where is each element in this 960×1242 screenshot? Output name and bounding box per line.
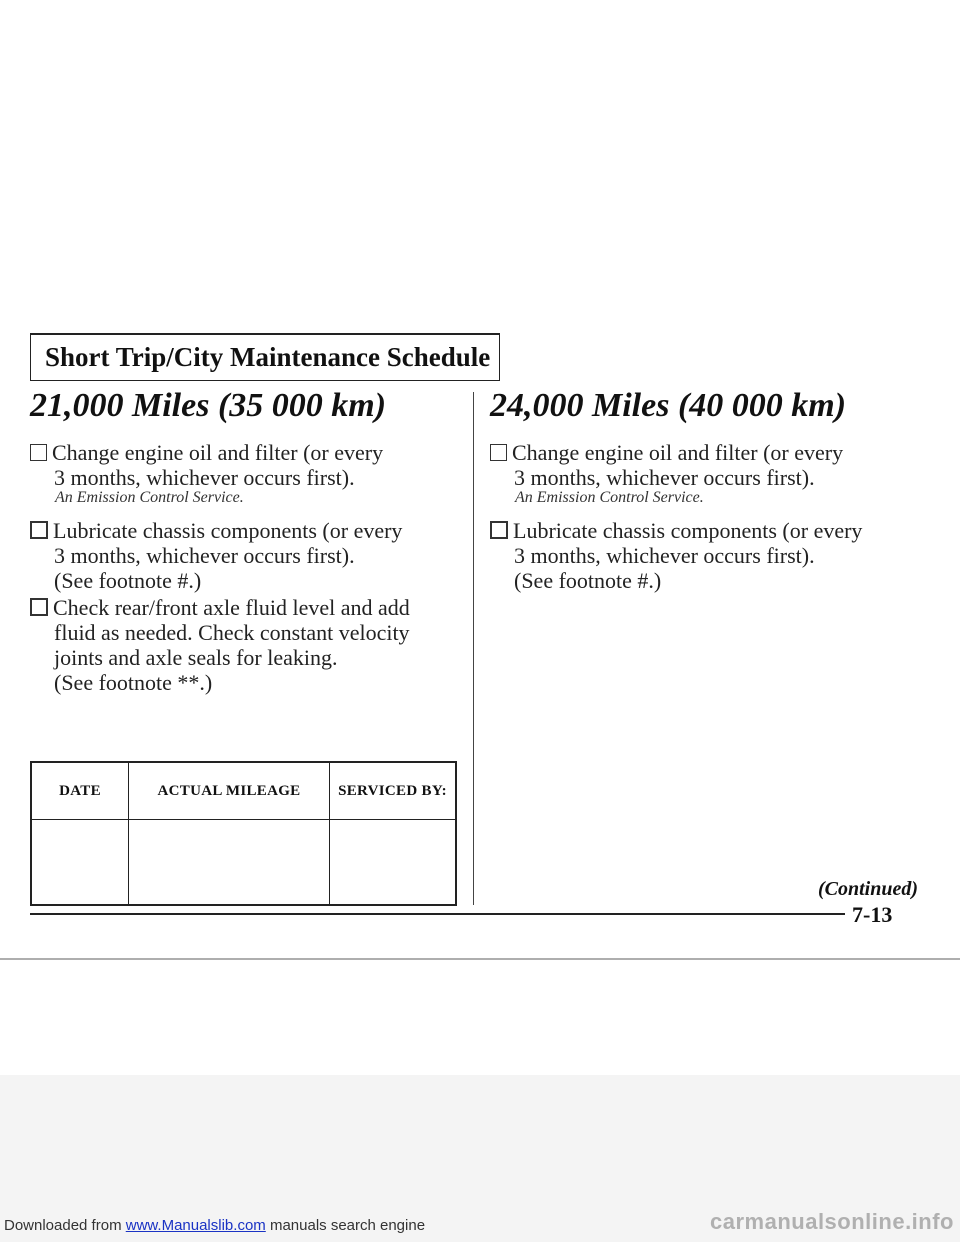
item-text: 3 months, whichever occurs first). xyxy=(54,465,355,490)
emission-note: An Emission Control Service. xyxy=(515,489,704,506)
right-item-lubricate-chassis xyxy=(490,518,862,593)
banner-suffix: manuals search engine xyxy=(265,1217,426,1234)
left-item-lubricate-chassis xyxy=(30,518,402,593)
item-text: 3 months, whichever occurs first). xyxy=(54,543,355,568)
item-text: 3 months, whichever occurs first). xyxy=(514,543,815,568)
checkbox-icon[interactable] xyxy=(30,598,48,616)
footer-rule xyxy=(30,913,845,915)
schedule-header-title: Short Trip/City Maintenance Schedule xyxy=(45,342,491,372)
emission-note: An Emission Control Service. xyxy=(55,489,244,506)
table-header-date: DATE xyxy=(31,762,129,820)
manualslib-link[interactable]: www.Manualslib.com xyxy=(125,1217,266,1234)
item-text: Lubricate chassis components (or every xyxy=(513,518,863,543)
item-text: 3 months, whichever occurs first). xyxy=(514,465,815,490)
item-text: joints and axle seals for leaking. xyxy=(54,645,338,670)
watermark-logo: carmanualsonline.info xyxy=(710,1209,954,1234)
checkbox-icon[interactable] xyxy=(30,444,47,461)
item-text: Change engine oil and filter (or every xyxy=(52,440,384,465)
table-row xyxy=(31,820,456,906)
checkbox-icon[interactable] xyxy=(490,444,507,461)
item-text: Change engine oil and filter (or every xyxy=(512,440,844,465)
scan-line-divider xyxy=(0,958,960,960)
schedule-header-box xyxy=(30,333,500,381)
table-header-row xyxy=(31,762,456,820)
checkbox-icon[interactable] xyxy=(30,521,48,539)
page-number: 7-13 xyxy=(852,902,893,927)
checkbox-icon[interactable] xyxy=(490,521,508,539)
section-title-21000-miles: 21,000 Miles (35 000 km) xyxy=(30,387,387,424)
left-item-oil-change xyxy=(30,440,383,490)
column-divider xyxy=(473,392,474,905)
table-header-actual-mileage: ACTUAL MILEAGE xyxy=(129,762,330,820)
item-text: Check rear/front axle fluid level and add xyxy=(53,595,410,620)
item-text: (See footnote **.) xyxy=(54,670,213,695)
item-text: (See footnote #.) xyxy=(54,568,202,593)
banner-prefix: Downloaded from xyxy=(4,1217,126,1234)
serviced-by-cell[interactable] xyxy=(330,820,457,906)
actual-mileage-cell[interactable] xyxy=(129,820,330,906)
item-text: (See footnote #.) xyxy=(514,568,662,593)
continued-label: (Continued) xyxy=(817,878,918,900)
item-text: Lubricate chassis components (or every xyxy=(53,518,403,543)
date-cell[interactable] xyxy=(31,820,129,906)
right-item-oil-change xyxy=(490,440,843,490)
item-text: fluid as needed. Check constant velocity xyxy=(54,620,410,645)
table-header-serviced-by: SERVICED BY: xyxy=(330,762,457,820)
section-title-24000-miles: 24,000 Miles (40 000 km) xyxy=(490,387,847,424)
download-banner xyxy=(4,1217,425,1234)
service-record-table xyxy=(30,761,457,906)
left-item-axle-fluid xyxy=(30,595,410,695)
